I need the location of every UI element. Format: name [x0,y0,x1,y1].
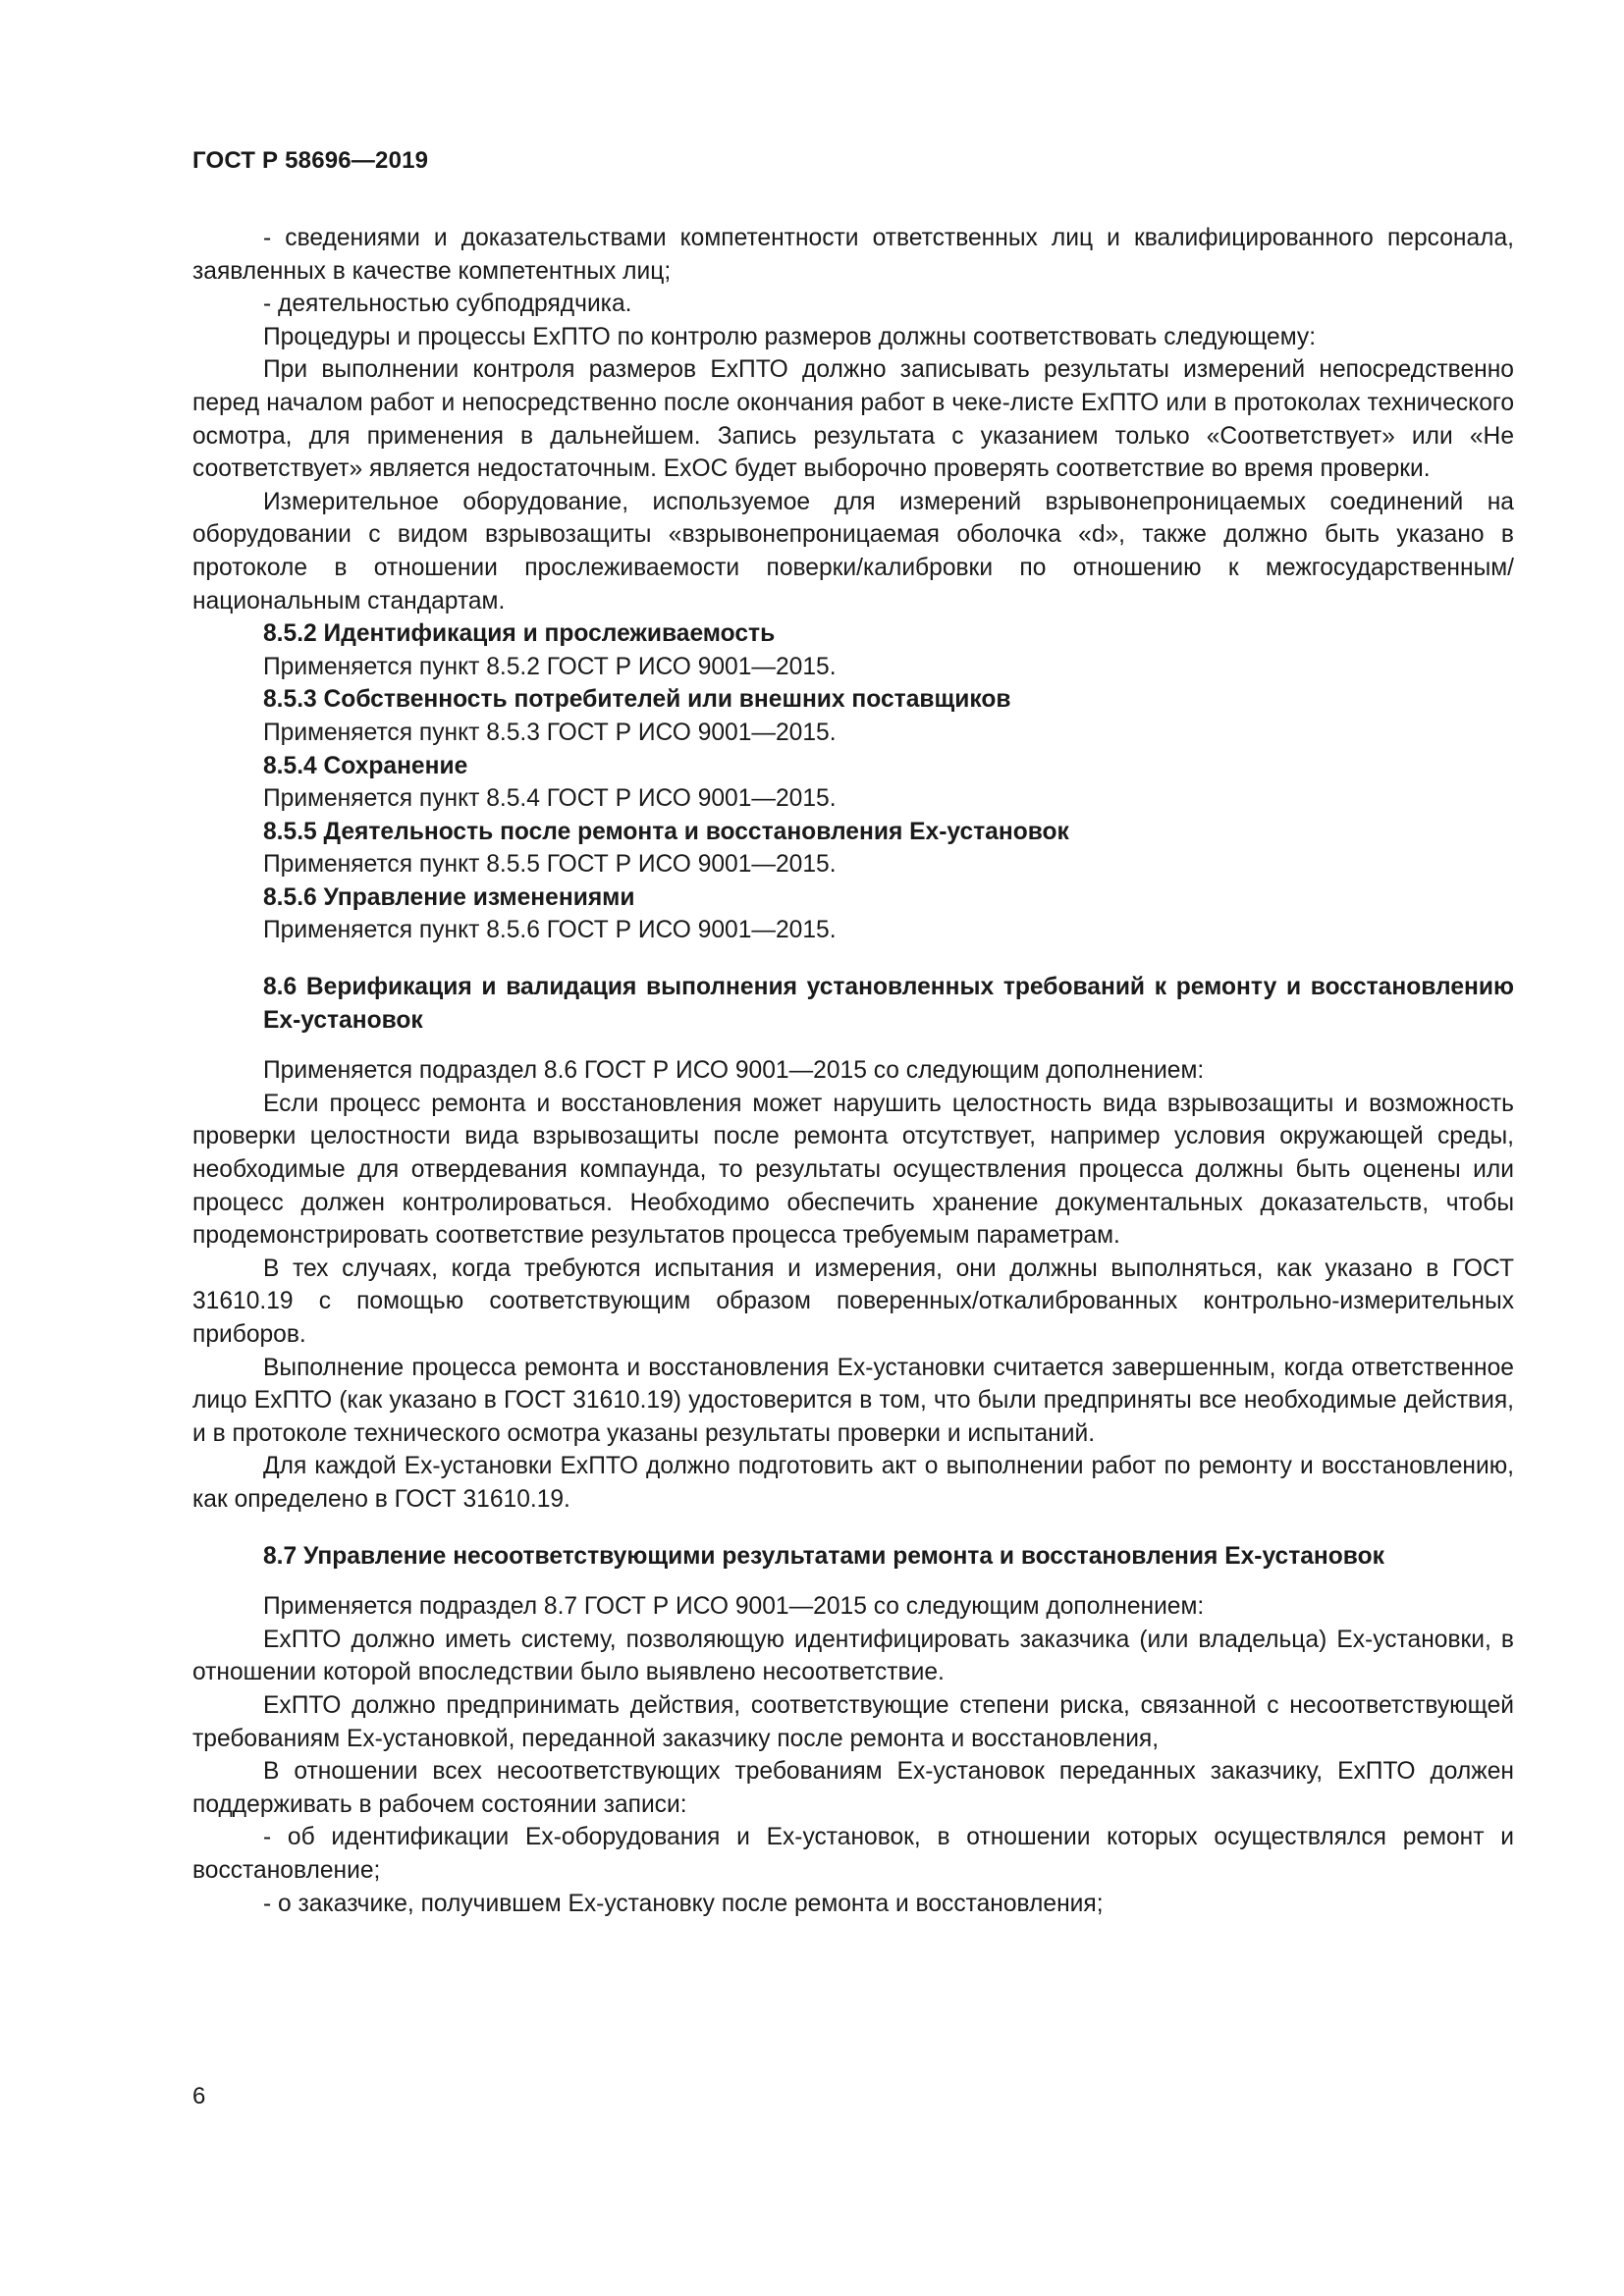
subsection-heading-8-5-5: 8.5.5 Деятельность после ремонта и восстановления Ex-установок [263,818,1069,845]
paragraph: Применяется подраздел 8.7 ГОСТ Р ИСО 9001—2015 со следующим дополнением: [263,1593,1205,1621]
paragraph: В отношении всех несоответствующих требованиям Ex-установок переданных заказчику, ExПТО должен поддерживать в рабочем состоянии записи: [192,1758,1514,1818]
paragraph: При выполнении контроля размеров ExПТО должно записывать результаты измерений непосредственно перед началом работ и непосредственно после окончания работ в чеке-листе ExПТО или в протоколах технического осмотра, для применения в дальнейшем. Запись результата с указанием только «Соответствует» или «Не соответствует» является недостаточным. ExОС будет выборочно проверять соответствие во время проверки. [192,356,1514,483]
section-heading-8-6: 8.6 Верификация и валидация выполнения установленных требований к ремонту и восстановлению Ex-установок [263,974,1514,1034]
subsection-heading-8-5-3: 8.5.3 Собственность потребителей или внешних поставщиков [263,686,1011,714]
subsection-text-8-5-3: Применяется пункт 8.5.3 ГОСТ Р ИСО 9001—2015. [263,719,837,746]
paragraph: Процедуры и процессы ExПТО по контролю размеров должны соответствовать следующему: [263,323,1317,350]
list-item: - об идентификации Ex-оборудования и Ex-установок, в отношении которых осуществлялся ремонт и восстановление; [192,1824,1514,1884]
paragraph: ExПТО должно предпринимать действия, соответствующие степени риска, связанной с несоответствующей требованиям Ex-установкой, переданной заказчику после ремонта и восстановления, [192,1691,1514,1752]
paragraph: Если процесс ремонта и восстановления может нарушить целостность вида взрывозащиты и возможность проверки целостности вида взрывозащиты после ремонта отсутствует, например условия окружающей среды, необходимые для отвердевания компаунда, то результаты осуществления процесса должны быть оценены или процесс должен контролироваться. Необходимо обеспечить хранение документальных доказательств, чтобы продемонстрировать соответствие результатов процесса требуемым параметрам. [192,1090,1514,1250]
subsection-heading-8-5-2: 8.5.2 Идентификация и прослеживаемость [263,620,776,648]
paragraph: В тех случаях, когда требуются испытания и измерения, они должны выполняться, как указано в ГОСТ 31610.19 с помощью соответствующим образом поверенных/откалиброванных контрольно-измерительных приборов. [192,1255,1514,1348]
list-item: - о заказчике, получившем Ex-установку после ремонта и восстановления; [263,1890,1104,1917]
section-heading-8-7: 8.7 Управление несоответствующими результатами ремонта и восстановления Ex-установок [263,1542,1384,1570]
paragraph: - сведениями и доказательствами компетентности ответственных лиц и квалифицированного персонала, заявленных в качестве компетентных лиц; [192,225,1514,285]
paragraph: Выполнение процесса ремонта и восстановления Ex-установки считается завершенным, когда ответственное лицо ExПТО (как указано в ГОСТ 31610.19) удостоверится в том, что были предприняты все необходимые действия, и в протоколе технического осмотра указаны результаты проверки и испытаний. [192,1354,1514,1447]
subsection-heading-8-5-6: 8.5.6 Управление изменениями [263,883,635,911]
subsection-text-8-5-6: Применяется пункт 8.5.6 ГОСТ Р ИСО 9001—2015. [263,917,837,944]
document-header: ГОСТ Р 58696—2019 [192,147,429,174]
paragraph: Применяется подраздел 8.6 ГОСТ Р ИСО 9001—2015 со следующим дополнением: [263,1057,1205,1085]
paragraph: ExПТО должно иметь систему, позволяющую идентифицировать заказчика (или владельца) Ex-установки, в отношении которой впоследствии было выявлено несоответствие. [192,1626,1514,1686]
paragraph: - деятельностью субподрядчика. [263,291,632,318]
paragraph: Измерительное оборудование, используемое для измерений взрывонепроницаемых соединений на оборудовании с видом взрывозащиты «взрывонепроницаемая оболочка «d», также должно быть указано в протоколе в отношении прослеживаемости поверки/калибровки по отношению к межгосударственным/национальным стандартам. [192,488,1514,614]
paragraph: Для каждой Ex-установки ExПТО должно подготовить акт о выполнении работ по ремонту и восстановлению, как определено в ГОСТ 31610.19. [192,1453,1514,1513]
document-body [192,222,1514,1920]
page-number: 6 [192,2083,206,2109]
subsection-heading-8-5-4: 8.5.4 Сохранение [263,752,468,779]
subsection-text-8-5-5: Применяется пункт 8.5.5 ГОСТ Р ИСО 9001—2015. [263,851,837,879]
subsection-text-8-5-4: Применяется пункт 8.5.4 ГОСТ Р ИСО 9001—2015. [263,785,837,813]
subsection-text-8-5-2: Применяется пункт 8.5.2 ГОСТ Р ИСО 9001—2015. [263,653,837,680]
